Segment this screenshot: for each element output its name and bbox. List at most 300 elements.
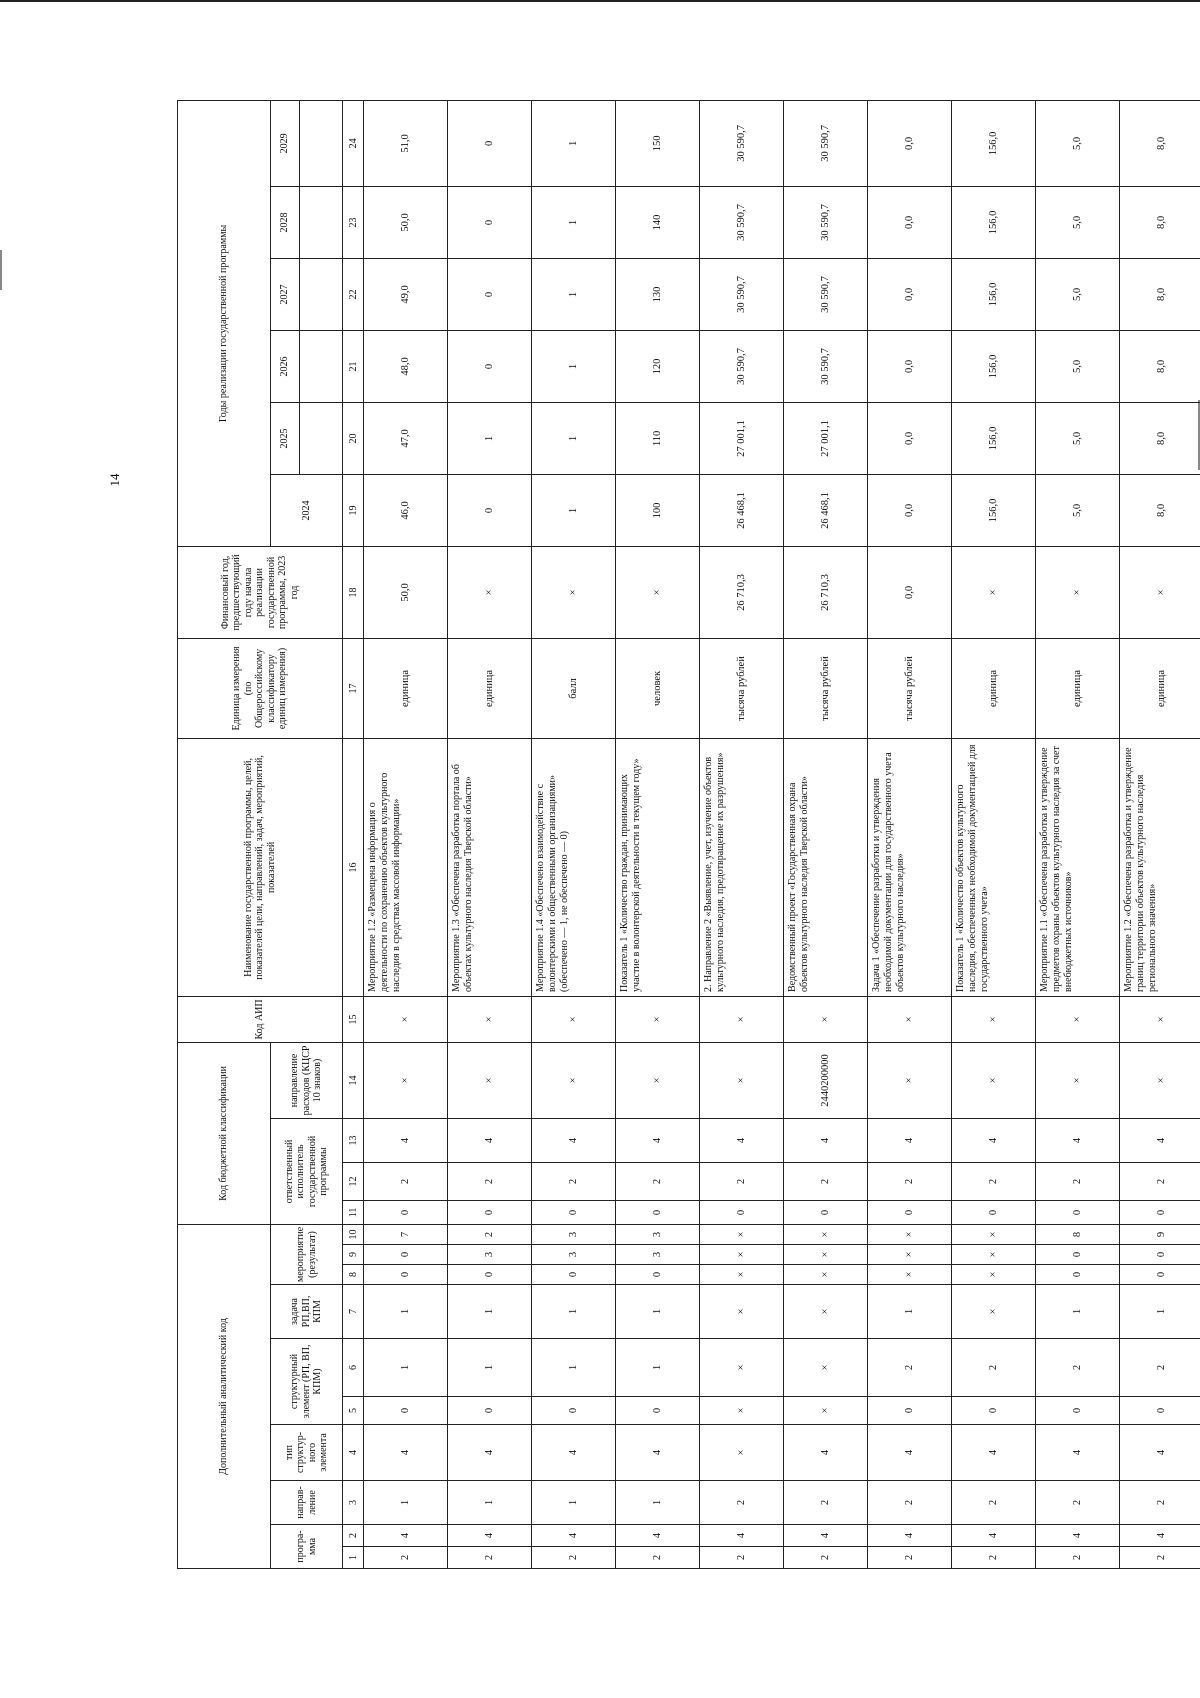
row-description: Задача 1 «Обеспечение разработки и утверждения необходимой документации для государственного учета объектов культурного наследия» [868, 738, 952, 996]
row-description: Мероприятие 1.1 «Обеспечена разработка и утверждение предметов охраны объектов культурного наследия за счет внебюджетных источников» [1036, 738, 1120, 996]
table-cell: 156,0 [952, 330, 1036, 402]
table-cell: 2 [448, 1224, 532, 1244]
header-struct-type: тип структур-ного элемента [271, 1425, 343, 1481]
table-cell: 2 [364, 1547, 448, 1569]
column-number: 1 [343, 1547, 364, 1569]
table-cell: 26 468,1 [700, 474, 784, 546]
table-cell: × [616, 1042, 700, 1118]
table-row [448, 100, 532, 1568]
header-struct-element: структурный элемент (РП, ВП, КПМ) [271, 1339, 343, 1425]
table-cell: 2 [952, 1547, 1036, 1569]
table-cell: × [952, 1042, 1036, 1118]
column-number: 23 [343, 186, 364, 258]
table-cell: 1 [364, 1285, 448, 1339]
table-cell: 1 [868, 1285, 952, 1339]
table-cell: 1 [616, 1285, 700, 1339]
table-cell: × [1036, 546, 1120, 638]
table-cell: × [364, 1042, 448, 1118]
table-cell: × [784, 1285, 868, 1339]
rotated-table-wrapper [177, 101, 1199, 1569]
table-cell: 2 [868, 1339, 952, 1397]
header-task: задача РП,ВП, КПМ [271, 1285, 343, 1339]
table-cell: 2 [1036, 1339, 1120, 1397]
table-cell: человек [616, 638, 700, 738]
header-unit: Единица измерения (по Общероссийскому классификатору единиц измерения) [178, 638, 343, 738]
table-cell: 9 [1120, 1224, 1200, 1244]
table-row [784, 100, 868, 1568]
table-cell: 4 [616, 1118, 700, 1162]
table-cell: × [784, 1339, 868, 1397]
table-cell: единица [1036, 638, 1120, 738]
table-cell: 0 [364, 1200, 448, 1224]
table-cell: 5,0 [1036, 258, 1120, 330]
table-cell: 0,0 [868, 330, 952, 402]
table-cell: × [700, 1285, 784, 1339]
table-cell: × [364, 996, 448, 1042]
table-cell: 156,0 [952, 474, 1036, 546]
table-cell: 4 [700, 1525, 784, 1547]
table-cell: × [952, 1285, 1036, 1339]
table-cell: 0 [364, 1397, 448, 1425]
table-cell: 8,0 [1120, 258, 1200, 330]
table-cell: единица [1120, 638, 1200, 738]
table-cell: 4 [448, 1425, 532, 1481]
table-cell: единица [448, 638, 532, 738]
column-number: 13 [343, 1118, 364, 1162]
header-aip-code: Код АИП [178, 996, 343, 1042]
header-year: 2029 [271, 100, 300, 186]
table-cell: 0 [532, 1397, 616, 1425]
table-cell: тысяча рублей [700, 638, 784, 738]
table-cell: 4 [364, 1425, 448, 1481]
row-description: Мероприятие 1.3 «Обеспечена разработка портала об объектах культурного наследия Тверской области» [448, 738, 532, 996]
column-number: 3 [343, 1481, 364, 1525]
table-cell: × [868, 1245, 952, 1265]
page-number: 14 [107, 473, 122, 487]
table-cell: тысяча рублей [784, 638, 868, 738]
header-name: Наименование государственной программы, целей, показателей цели, направлений, задач, мероприятий, показателей [178, 738, 343, 996]
table-cell: единица [364, 638, 448, 738]
table-cell: 2 [784, 1481, 868, 1525]
table-cell: 30 590,7 [784, 258, 868, 330]
table-cell: 0 [1036, 1265, 1120, 1285]
table-cell: 2 [952, 1481, 1036, 1525]
table-cell: 2440200000 [784, 1042, 868, 1118]
table-cell: 156,0 [952, 402, 1036, 474]
table-cell: × [784, 1397, 868, 1425]
header-budget-classification-code: Код бюджетной классификации [178, 1042, 271, 1224]
table-cell: × [700, 1425, 784, 1481]
table-cell: 30 590,7 [784, 100, 868, 186]
table-cell: 2 [952, 1339, 1036, 1397]
table-cell: 4 [532, 1425, 616, 1481]
column-number: 20 [343, 402, 364, 474]
column-number: 10 [343, 1224, 364, 1244]
header-additional-analytic-code: Дополнительный аналитический код [178, 1224, 271, 1568]
column-number: 8 [343, 1265, 364, 1285]
header-executor: ответственный исполнитель государственной программы [271, 1118, 343, 1224]
header-direction: направ-ление [271, 1481, 343, 1525]
table-cell: 0 [448, 330, 532, 402]
table-cell: × [868, 996, 952, 1042]
table-cell: × [448, 1042, 532, 1118]
table-cell: 2 [784, 1547, 868, 1569]
table-cell: 2 [868, 1547, 952, 1569]
header-year-spacer [300, 258, 343, 330]
table-cell: × [616, 996, 700, 1042]
header-year: 2024 [271, 474, 343, 546]
table-cell: 4 [868, 1118, 952, 1162]
table-cell: 140 [616, 186, 700, 258]
table-cell: 4 [532, 1525, 616, 1547]
table-cell: 2 [616, 1547, 700, 1569]
table-cell: 1 [616, 1339, 700, 1397]
row-description: Мероприятие 1.4 «Обеспечено взаимодействие с волонтерскими и общественными организациями» (обеспечено — 1, не обеспечено — 0) [532, 738, 616, 996]
table-cell: 5,0 [1036, 330, 1120, 402]
table-cell: 0,0 [868, 546, 952, 638]
top-border-line [0, 0, 1200, 2]
header-year-spacer [300, 402, 343, 474]
table-cell: 0 [448, 474, 532, 546]
table-cell: 2 [364, 1162, 448, 1200]
table-cell: 30 590,7 [700, 100, 784, 186]
table-cell: 4 [532, 1118, 616, 1162]
table-cell: 4 [448, 1525, 532, 1547]
table-row [868, 100, 952, 1568]
table-cell: × [952, 1224, 1036, 1244]
table-cell: 4 [952, 1425, 1036, 1481]
header-expense-direction: направление расходов (КЦСР 10 знаков) [271, 1042, 343, 1118]
table-cell: 0,0 [868, 186, 952, 258]
table-cell: 4 [448, 1118, 532, 1162]
table-cell: 27 001,1 [700, 402, 784, 474]
table-cell: × [1120, 996, 1200, 1042]
column-number: 17 [343, 638, 364, 738]
table-cell: × [448, 546, 532, 638]
table-cell: 156,0 [952, 258, 1036, 330]
table-cell: 0 [784, 1200, 868, 1224]
table-cell: 156,0 [952, 100, 1036, 186]
column-number: 9 [343, 1245, 364, 1265]
table-cell: 1 [532, 402, 616, 474]
column-number: 21 [343, 330, 364, 402]
table-cell: × [868, 1042, 952, 1118]
table-cell: 7 [364, 1224, 448, 1244]
row-description: Мероприятие 1.2 «Размещена информация о деятельности по сохранению объектов культурного наследия в средствах массовой информации» [364, 738, 448, 996]
table-cell: 26 710,3 [784, 546, 868, 638]
table-cell: 2 [616, 1162, 700, 1200]
table-cell: 8 [1036, 1224, 1120, 1244]
table-cell: × [868, 1265, 952, 1285]
column-number: 19 [343, 474, 364, 546]
table-cell: 0 [364, 1265, 448, 1285]
column-number: 2 [343, 1525, 364, 1547]
table-row [616, 100, 700, 1568]
header-year-spacer [300, 100, 343, 186]
table-cell: × [784, 996, 868, 1042]
table-cell: 30 590,7 [784, 186, 868, 258]
program-indicators-table [177, 100, 1200, 1569]
table-cell: 1 [448, 1481, 532, 1525]
table-cell: 0 [1120, 1200, 1200, 1224]
table-row [532, 100, 616, 1568]
table-cell: 4 [868, 1525, 952, 1547]
table-cell: × [952, 1245, 1036, 1265]
table-cell: × [1036, 996, 1120, 1042]
table-cell: 4 [784, 1118, 868, 1162]
column-number: 15 [343, 996, 364, 1042]
table-cell: 1 [364, 1481, 448, 1525]
row-description: Показатель 1 «Количество граждан, принимающих участие в волонтерской деятельности в текущем году» [616, 738, 700, 996]
table-cell: 48,0 [364, 330, 448, 402]
table-cell: 4 [952, 1118, 1036, 1162]
table-cell: 0 [616, 1200, 700, 1224]
table-cell: 2 [1036, 1162, 1120, 1200]
table-cell: 5,0 [1036, 186, 1120, 258]
table-cell: 4 [784, 1425, 868, 1481]
table-cell: 26 468,1 [784, 474, 868, 546]
table-cell: × [532, 996, 616, 1042]
table-cell: × [700, 1339, 784, 1397]
table-cell: 30 590,7 [700, 258, 784, 330]
table-cell: 30 590,7 [700, 330, 784, 402]
column-number: 6 [343, 1339, 364, 1397]
table-cell: 1 [532, 100, 616, 186]
column-number: 7 [343, 1285, 364, 1339]
table-cell: 1 [448, 1339, 532, 1397]
table-cell: 0 [1036, 1200, 1120, 1224]
table-cell: 8,0 [1120, 186, 1200, 258]
table-cell: 8,0 [1120, 474, 1200, 546]
column-number: 18 [343, 546, 364, 638]
table-cell: 0 [1036, 1397, 1120, 1425]
table-cell: 0 [700, 1200, 784, 1224]
header-year-spacer [300, 330, 343, 402]
table-cell: × [952, 996, 1036, 1042]
table-cell: 0 [952, 1397, 1036, 1425]
table-cell: 2 [952, 1162, 1036, 1200]
row-description: 2. Направление 2 «Выявление, учет, изучение объектов культурного наследия, предотвращение их разрушения» [700, 738, 784, 996]
column-number: 11 [343, 1200, 364, 1224]
table-cell: 0 [448, 1200, 532, 1224]
header-year: 2025 [271, 402, 300, 474]
table-cell: 3 [616, 1245, 700, 1265]
table-cell: балл [532, 638, 616, 738]
table-cell: 1 [532, 1339, 616, 1397]
table-cell: 156,0 [952, 186, 1036, 258]
table-cell: 4 [784, 1525, 868, 1547]
table-cell: × [784, 1245, 868, 1265]
table-cell: 2 [700, 1481, 784, 1525]
table-row [952, 100, 1036, 1568]
table-cell: 4 [1120, 1525, 1200, 1547]
table-cell: 0 [364, 1245, 448, 1265]
table-row [1036, 100, 1120, 1568]
table-cell: тысяча рублей [868, 638, 952, 738]
table-row [1120, 100, 1200, 1568]
header-year: 2028 [271, 186, 300, 258]
table-cell: 0 [1120, 1265, 1200, 1285]
table-cell: 0,0 [868, 402, 952, 474]
table-cell: 1 [532, 1285, 616, 1339]
table-cell: 8,0 [1120, 402, 1200, 474]
table-cell: 30 590,7 [784, 330, 868, 402]
table-cell: 0 [868, 1200, 952, 1224]
table-cell: 100 [616, 474, 700, 546]
table-cell: 1 [532, 258, 616, 330]
header-year: 2027 [271, 258, 300, 330]
column-number: 4 [343, 1425, 364, 1481]
table-cell: × [952, 1265, 1036, 1285]
table-cell: 2 [700, 1162, 784, 1200]
table-cell: 26 710,3 [700, 546, 784, 638]
header-year: 2026 [271, 330, 300, 402]
table-cell: 4 [868, 1425, 952, 1481]
table-cell: 1 [364, 1339, 448, 1397]
table-cell: × [952, 546, 1036, 638]
table-cell: 51,0 [364, 100, 448, 186]
table-cell: 0,0 [868, 100, 952, 186]
table-cell: 30 590,7 [700, 186, 784, 258]
table-cell: 4 [364, 1118, 448, 1162]
table-cell: × [700, 1042, 784, 1118]
table-cell: × [448, 996, 532, 1042]
table-row [364, 100, 448, 1568]
table-cell: 0 [1120, 1397, 1200, 1425]
table-cell: 5,0 [1036, 100, 1120, 186]
column-number: 24 [343, 100, 364, 186]
table-cell: × [700, 1245, 784, 1265]
table-cell: × [784, 1265, 868, 1285]
table-cell: 1 [532, 330, 616, 402]
column-number: 12 [343, 1162, 364, 1200]
table-cell: 0,0 [868, 474, 952, 546]
row-description: Ведомственный проект «Государственная охрана объектов культурного наследия Тверской области» [784, 738, 868, 996]
table-cell: 2 [532, 1547, 616, 1569]
table-cell: 3 [616, 1224, 700, 1244]
table-cell: 47,0 [364, 402, 448, 474]
table-cell: 2 [1120, 1547, 1200, 1569]
table-cell: 4 [616, 1525, 700, 1547]
table-cell: 0,0 [868, 258, 952, 330]
table-cell: × [700, 1224, 784, 1244]
table-cell: 1 [1120, 1285, 1200, 1339]
table-cell: 27 001,1 [784, 402, 868, 474]
table-cell: 50,0 [364, 546, 448, 638]
table-cell: 2 [784, 1162, 868, 1200]
table-cell: 0 [448, 1265, 532, 1285]
table-cell: × [532, 546, 616, 638]
table-cell: 8,0 [1120, 330, 1200, 402]
table-cell: 4 [700, 1118, 784, 1162]
table-cell: 5,0 [1036, 474, 1120, 546]
table-cell: 5,0 [1036, 402, 1120, 474]
table-cell: 0 [532, 1265, 616, 1285]
table-cell: 2 [868, 1162, 952, 1200]
table-cell: 1 [532, 474, 616, 546]
table-cell: × [868, 1224, 952, 1244]
table-cell: 0 [616, 1397, 700, 1425]
table-cell: 1 [532, 1481, 616, 1525]
table-cell: × [1036, 1042, 1120, 1118]
table-cell: 0 [616, 1265, 700, 1285]
table-cell: 3 [532, 1245, 616, 1265]
table-cell: 4 [364, 1525, 448, 1547]
table-cell: 150 [616, 100, 700, 186]
table-cell: 0 [448, 186, 532, 258]
table-cell: 4 [1036, 1525, 1120, 1547]
table-cell: 1 [448, 402, 532, 474]
table-cell: 2 [1120, 1481, 1200, 1525]
table-cell: 0 [448, 258, 532, 330]
column-number: 5 [343, 1397, 364, 1425]
table-cell: × [700, 1265, 784, 1285]
table-cell: 0 [448, 100, 532, 186]
table-cell: 3 [532, 1224, 616, 1244]
table-cell: 2 [1120, 1162, 1200, 1200]
table-cell: единица [952, 638, 1036, 738]
table-cell: × [700, 1397, 784, 1425]
table-cell: 1 [448, 1285, 532, 1339]
header-program: програ-мма [271, 1525, 343, 1569]
table-cell: × [1120, 1042, 1200, 1118]
table-cell: 2 [700, 1547, 784, 1569]
table-cell: 3 [448, 1245, 532, 1265]
column-number: 16 [343, 738, 364, 996]
table-cell: 1 [616, 1481, 700, 1525]
header-measure: мероприятие (результат) [271, 1224, 343, 1284]
table-cell: × [616, 546, 700, 638]
table-cell: 130 [616, 258, 700, 330]
table-cell: 0 [1036, 1245, 1120, 1265]
table-cell: 8,0 [1120, 100, 1200, 186]
table-cell: 4 [1036, 1425, 1120, 1481]
table-cell: 0 [1120, 1245, 1200, 1265]
table-cell: 2 [868, 1481, 952, 1525]
table-cell: 2 [448, 1547, 532, 1569]
table-cell: × [1120, 546, 1200, 638]
table-cell: 46,0 [364, 474, 448, 546]
table-cell: 2 [532, 1162, 616, 1200]
table-cell: × [700, 996, 784, 1042]
table-cell: 2 [1036, 1547, 1120, 1569]
column-number: 22 [343, 258, 364, 330]
row-description: Показатель 1 «Количество объектов культурного наследия, обеспеченных необходимой документацией для государственного учета» [952, 738, 1036, 996]
header-prev-year: Финансовый год, предшествующий году начала реализации государственной программы, 2023 год [178, 546, 343, 638]
table-cell: 0 [868, 1397, 952, 1425]
table-cell: 4 [952, 1525, 1036, 1547]
table-cell: × [784, 1224, 868, 1244]
scan-edge-mark [0, 250, 2, 290]
table-cell: 2 [1120, 1339, 1200, 1397]
column-number: 14 [343, 1042, 364, 1118]
table-cell: 2 [448, 1162, 532, 1200]
header-year-spacer [300, 186, 343, 258]
column-number-row [343, 100, 364, 1568]
table-cell: × [532, 1042, 616, 1118]
table-cell: 4 [616, 1425, 700, 1481]
table-cell: 0 [448, 1397, 532, 1425]
row-description: Мероприятие 1.2 «Обеспечена разработка и утверждение границ территории объектов культурного наследия регионального значения» [1120, 738, 1200, 996]
table-cell: 120 [616, 330, 700, 402]
table-cell: 110 [616, 402, 700, 474]
table-cell: 4 [1120, 1118, 1200, 1162]
table-cell: 4 [1120, 1425, 1200, 1481]
table-cell: 0 [532, 1200, 616, 1224]
table-cell: 49,0 [364, 258, 448, 330]
table-cell: 50,0 [364, 186, 448, 258]
table-cell: 4 [1036, 1118, 1120, 1162]
